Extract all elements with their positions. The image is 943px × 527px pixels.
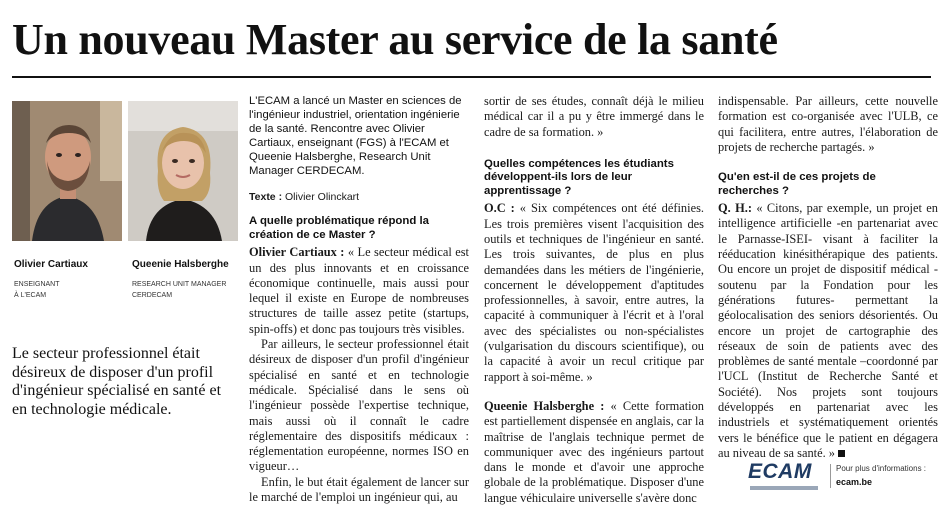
body-paragraph: Par ailleurs, le secteur professionnel était désireux de disposer d'un profil d'ingénieur spécialisé en santé et en technologie médicale. Spécialisé dans le sens où l'ingénieur possède l'expertise technique, mais aussi où il connaît le cadre réglementaire des dispositifs médicaux : réglementation européenne, normes ISO en vigueur… xyxy=(249,337,469,474)
answer-paragraph xyxy=(249,245,469,337)
footer-info-box xyxy=(748,458,933,496)
body-paragraph: indispensable. Par ailleurs, cette nouvelle formation est co-organisée avec l'ULB, ce qui facilitera, entre autres, l'élaboration de projets de recherche partagés. » xyxy=(718,94,938,154)
body-paragraph: sortir de ses études, connaît déjà le milieu médical car il a pu y être immergé dans le cadre de sa formation. » xyxy=(484,94,704,139)
role-line: CERDECAM xyxy=(132,292,173,299)
person-role-olivier xyxy=(14,279,60,301)
speaker-name: Olivier Cartiaux : xyxy=(249,245,345,260)
role-line: À L'ECAM xyxy=(14,292,47,299)
answer-text: « Le secteur médical est un des plus innovants et en croissance économique continuelle, mais aussi pour lequel il existe en Europe de nombreuses structures de taille assez petite (startups, spin-offs) et donc pas toujours très visibles. xyxy=(249,245,469,336)
role-line: ENSEIGNANT xyxy=(14,281,60,288)
portrait-queenie-halsberghe xyxy=(128,101,238,241)
footer-divider xyxy=(830,464,831,488)
portrait-illustration xyxy=(128,101,238,241)
question-heading: A quelle problématique répond la création de ce Master ? xyxy=(249,215,429,241)
byline-label: Texte : xyxy=(249,191,283,203)
answer-paragraph xyxy=(718,201,938,461)
byline xyxy=(249,190,469,205)
pull-quote: Le secteur professionnel était désireux de disposer d'un profil d'ingénieur spécialisé en santé et en technologie médicale. xyxy=(12,345,222,418)
answer-text: « Cette formation est partiellement dispensée en anglais, car la maîtrise de l'anglais technique permet de communiquer avec des ingénieurs partout dans le monde et d'avoir une approche globale de la problématique. Disposer d'une langue véhiculaire universelle s'avère donc xyxy=(484,398,705,505)
portrait-olivier-cartiaux xyxy=(12,101,122,241)
article-column-3 xyxy=(718,94,938,461)
speaker-name: Q. H.: xyxy=(718,201,752,216)
ecam-logo: ECAM xyxy=(748,460,812,483)
person-name-olivier: Olivier Cartiaux xyxy=(14,259,88,270)
body-paragraph: Enfin, le but était également de lancer sur le marché de l'emploi un ingénieur qui, au xyxy=(249,474,469,505)
person-role-queenie xyxy=(132,279,226,301)
logo-underline xyxy=(750,486,818,490)
article-column-1 xyxy=(249,94,469,505)
end-of-article-icon xyxy=(838,450,845,457)
speaker-name: O.C : xyxy=(484,201,515,216)
article-intro: L'ECAM a lancé un Master en sciences de l'ingénieur industriel, orientation ingénierie de la santé. Rencontre avec Olivier Cartiaux, enseignant (FGS) à l'ECAM et Queenie Halsberghe, Research Unit Manager CERDECAM. xyxy=(249,95,462,177)
answer-text: « Citons, par exemple, un projet en intelligence artificielle -en partenariat avec le Parnasse-ISEI- visant à faciliter la rééducation kinésithérapique des patients. Ou encore un projet de dispositif médical -soutenu par la Fondation pour les générations futures- permettant la géolocalisation des seniors désorientés. Ou encore un projet de cartographie des réseaux de soin de patients avec des problèmes de santé mentale –coordonné par l'UCL (Institut de Recherche Santé et Société). Nos projets sont toujours développés en partenariat avec les industriels et systématiquement orientés vers le bénéfice que le patient en dégagera au niveau de sa santé. » xyxy=(718,201,938,460)
byline-author: Olivier Olinckart xyxy=(285,191,360,203)
question-heading: Qu'en est-il de ces projets de recherches ? xyxy=(718,171,876,197)
footer-info-label: Pour plus d'informations : xyxy=(836,464,927,473)
answer-paragraph xyxy=(484,201,704,385)
answer-paragraph xyxy=(484,399,704,506)
person-name-queenie: Queenie Halsberghe xyxy=(132,259,229,270)
speaker-name: Queenie Halsberghe : xyxy=(484,398,605,413)
answer-text: « Six compétences ont été définies. Les trois premières visent l'acquisition des outils et techniques de l'ingénieur en santé. Les trois suivantes, de plus en plus demandées dans les métiers de l'ingénierie, concernent le développement d'aptitudes professionnelles, à savoir, entre autres, la capacité à communiquer à l'écrit et à l'oral avec des spécialistes ou non-spécialistes (vulgarisation du discours scientifique), ou la capacité à avoir un recul critique par rapport à soi-même. » xyxy=(484,201,704,384)
headline: Un nouveau Master au service de la santé xyxy=(12,15,778,64)
article-column-2 xyxy=(484,94,704,506)
portrait-illustration xyxy=(12,101,122,241)
question-heading: Quelles compétences les étudiants développent-ils lors de leur apprentissage ? xyxy=(484,157,674,197)
headline-rule xyxy=(12,76,931,78)
role-line: RESEARCH UNIT MANAGER xyxy=(132,281,227,288)
footer-website-link[interactable]: ecam.be xyxy=(836,477,873,487)
